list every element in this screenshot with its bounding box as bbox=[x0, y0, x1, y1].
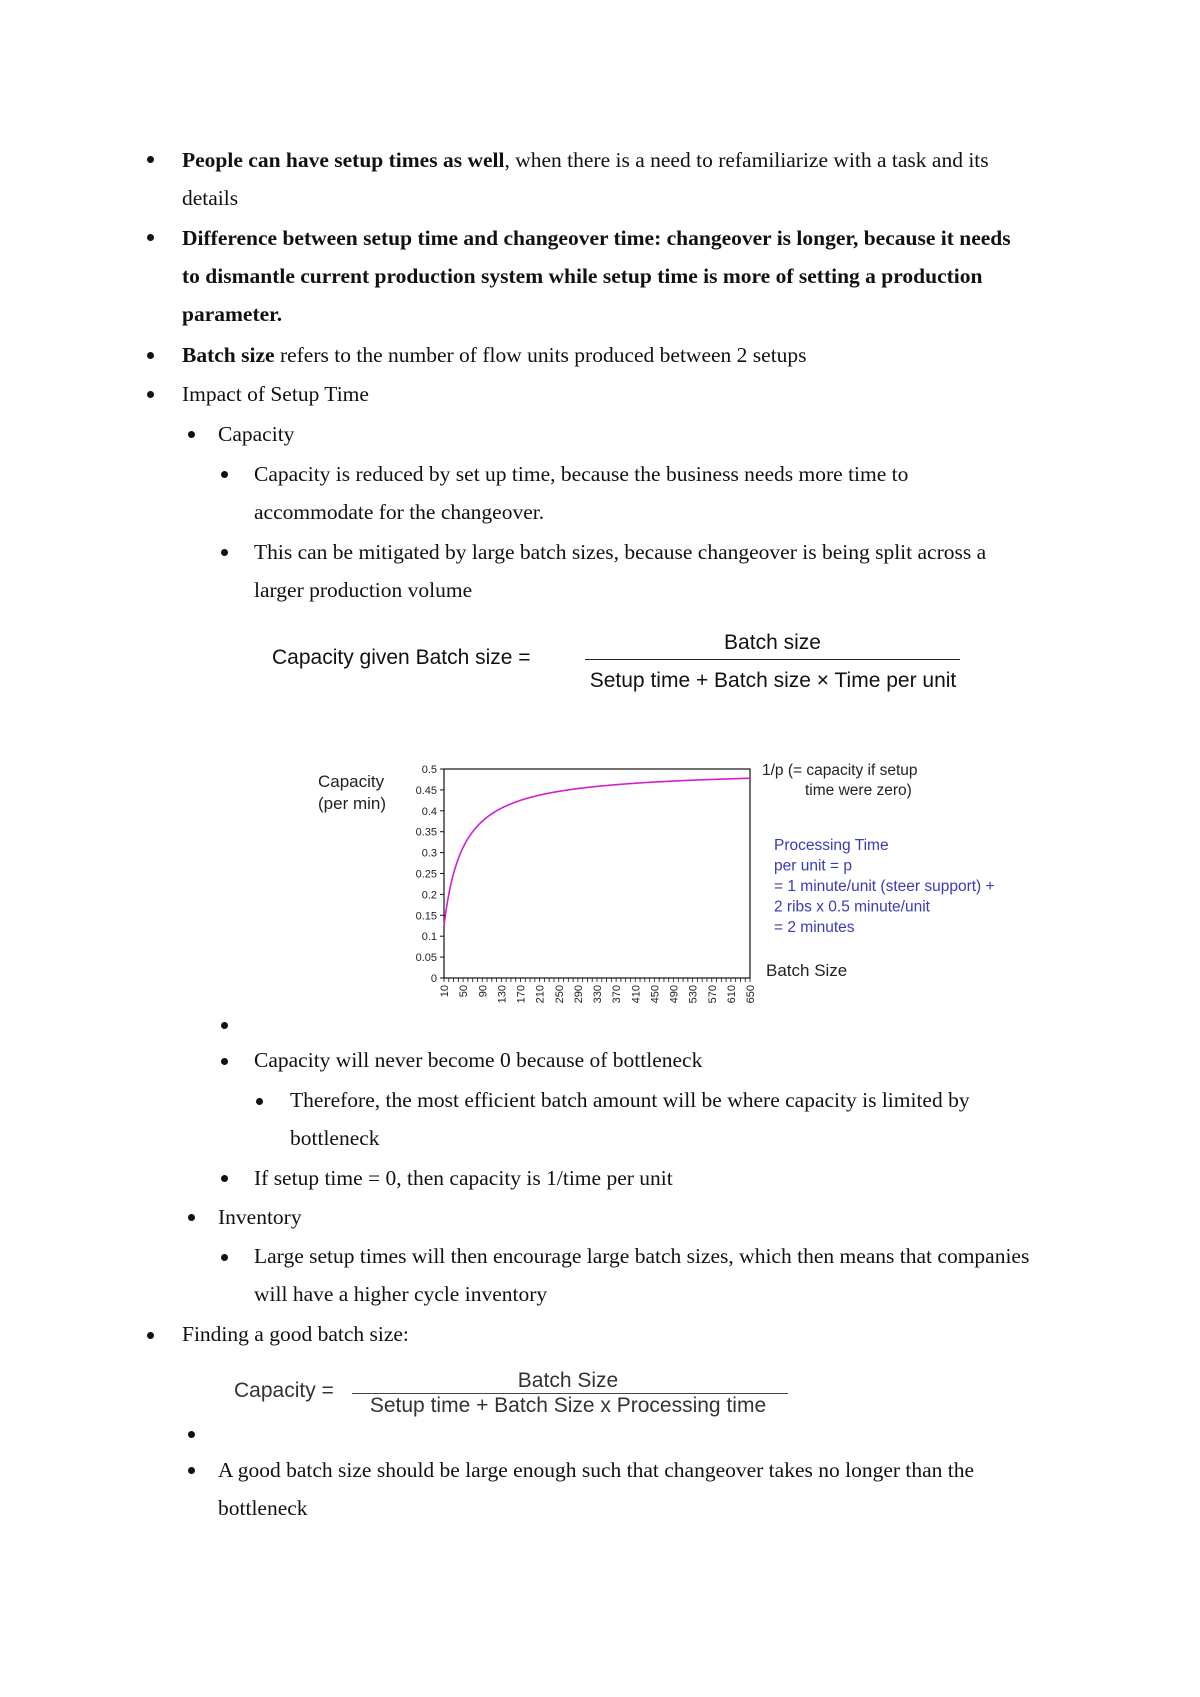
formula1-fraction-bar bbox=[585, 659, 960, 660]
bullet-batch-size: Batch size refers to the number of flow units produced between 2 setups bbox=[182, 343, 807, 367]
x-tick-label: 650 bbox=[745, 985, 757, 1004]
bullet-capacity: Capacity bbox=[218, 422, 295, 446]
formula2-denominator: Setup time + Batch Size x Processing time bbox=[369, 1394, 767, 1417]
formula2-numerator: Batch Size bbox=[517, 1369, 619, 1392]
annotation-processing-time: Processing Time bbox=[774, 837, 889, 854]
x-tick-label: 250 bbox=[553, 985, 566, 1004]
annotation-top: time were zero) bbox=[805, 782, 912, 799]
bullet-efficient-batch-l2: bottleneck bbox=[290, 1126, 380, 1150]
y-tick-label: 0.15 bbox=[415, 910, 437, 923]
x-tick-label: 570 bbox=[706, 985, 719, 1004]
formula1-numerator: Batch size bbox=[724, 631, 821, 654]
x-tick-label: 170 bbox=[515, 985, 528, 1004]
formula1-label: Capacity given Batch size = bbox=[272, 646, 531, 669]
capacity-vs-batch-size-chart bbox=[300, 752, 1060, 1017]
bullet-difference-l3: parameter. bbox=[182, 302, 283, 326]
bullet-dot bbox=[221, 549, 228, 556]
x-tick-label: 530 bbox=[687, 985, 700, 1004]
annotation-processing-time: = 1 minute/unit (steer support) + bbox=[774, 878, 995, 895]
annotation-processing-time: 2 ribs x 0.5 minute/unit bbox=[774, 898, 930, 916]
bullet-dot bbox=[147, 1332, 154, 1339]
bullet-dot bbox=[147, 156, 154, 163]
y-tick-label: 0.4 bbox=[421, 805, 437, 818]
x-tick-label: 490 bbox=[668, 985, 681, 1004]
x-tick-label: 450 bbox=[649, 985, 662, 1004]
x-tick-label: 370 bbox=[611, 985, 624, 1004]
bullet-never-zero: Capacity will never become 0 because of bottleneck bbox=[254, 1048, 703, 1072]
y-tick-label: 0.05 bbox=[415, 952, 437, 965]
bullet-dot bbox=[147, 352, 154, 359]
bullet-difference-l1: Difference between setup time and changeover time: changeover is longer, because it needs bbox=[182, 226, 1011, 250]
bullet-mitigated-l1: This can be mitigated by large batch sizes, because changeover is being split across a bbox=[254, 540, 987, 564]
bullet-dot bbox=[221, 471, 228, 478]
x-tick-label: 90 bbox=[477, 985, 490, 998]
y-tick-label: 0.1 bbox=[421, 931, 437, 944]
bullet-dot bbox=[147, 391, 154, 398]
bullet-setup-zero: If setup time = 0, then capacity is 1/time per unit bbox=[254, 1166, 673, 1190]
bullet-good-batch-l2: bottleneck bbox=[218, 1496, 308, 1520]
bullet-setup-times-people: People can have setup times as well, when there is a need to refamiliarize with a task and its bbox=[182, 148, 989, 172]
capacity-curve bbox=[444, 778, 750, 926]
bullet-efficient-batch-l1: Therefore, the most efficient batch amount will be where capacity is limited by bbox=[290, 1088, 970, 1112]
x-tick-label: 610 bbox=[725, 985, 738, 1004]
bullet-large-setup-l1: Large setup times will then encourage large batch sizes, which then means that companies bbox=[254, 1244, 1030, 1268]
bullet-dot bbox=[256, 1098, 263, 1105]
bullet-finding-batch-size: Finding a good batch size: bbox=[182, 1322, 409, 1346]
y-tick-label: 0.2 bbox=[421, 889, 437, 902]
plot-frame bbox=[444, 769, 750, 978]
formula1-denominator: Setup time + Batch size × Time per unit bbox=[589, 669, 957, 692]
y-tick-label: 0.35 bbox=[415, 826, 437, 839]
y-tick-label: 0 bbox=[430, 973, 437, 985]
y-tick-label: 0.45 bbox=[415, 784, 437, 797]
bullet-difference-l2: to dismantle current production system while setup time is more of setting a production bbox=[182, 264, 983, 288]
x-tick-label: 210 bbox=[534, 985, 547, 1004]
annotation-top: 1/p (= capacity if setup bbox=[762, 762, 918, 779]
bullet-dot bbox=[221, 1058, 228, 1065]
bullet-dot bbox=[188, 1431, 195, 1438]
bullet-dot bbox=[221, 1254, 228, 1261]
bullet-good-batch-l1: A good batch size should be large enough such that changeover takes no longer than the bbox=[218, 1458, 975, 1482]
y-axis-label: (per min) bbox=[318, 794, 387, 813]
bullet-dot bbox=[188, 1214, 195, 1221]
bullet-dot bbox=[147, 234, 154, 241]
annotation-processing-time: per unit = p bbox=[774, 857, 852, 875]
bullet-capacity-reduced-l2: accommodate for the changeover. bbox=[254, 500, 545, 524]
x-tick-label: 290 bbox=[572, 985, 585, 1004]
formula2-label: Capacity = bbox=[234, 1379, 334, 1402]
annotation-processing-time: = 2 minutes bbox=[774, 919, 855, 936]
bullet-dot bbox=[221, 1022, 228, 1029]
bullet-setup-times-people-cont: details bbox=[182, 186, 239, 210]
bullet-dot bbox=[188, 431, 195, 438]
x-tick-label: 10 bbox=[439, 985, 451, 998]
bullet-dot bbox=[221, 1175, 228, 1182]
bullet-dot bbox=[188, 1467, 195, 1474]
y-tick-label: 0.25 bbox=[415, 868, 437, 881]
y-tick-label: 0.5 bbox=[421, 764, 437, 776]
bullet-inventory: Inventory bbox=[218, 1205, 302, 1229]
x-tick-label: 330 bbox=[592, 985, 604, 1004]
bullet-large-setup-l2: will have a higher cycle inventory bbox=[254, 1282, 548, 1306]
bullet-mitigated-l2: larger production volume bbox=[254, 578, 473, 602]
bullet-capacity-reduced-l1: Capacity is reduced by set up time, because the business needs more time to bbox=[254, 462, 909, 486]
y-axis-label: Capacity bbox=[318, 772, 385, 791]
x-tick-label: 410 bbox=[630, 985, 643, 1004]
x-axis-label: Batch Size bbox=[766, 961, 848, 980]
x-tick-label: 130 bbox=[496, 985, 509, 1004]
x-tick-label: 50 bbox=[458, 985, 471, 998]
bullet-impact-setup-time: Impact of Setup Time bbox=[182, 382, 369, 406]
y-tick-label: 0.3 bbox=[421, 847, 437, 860]
